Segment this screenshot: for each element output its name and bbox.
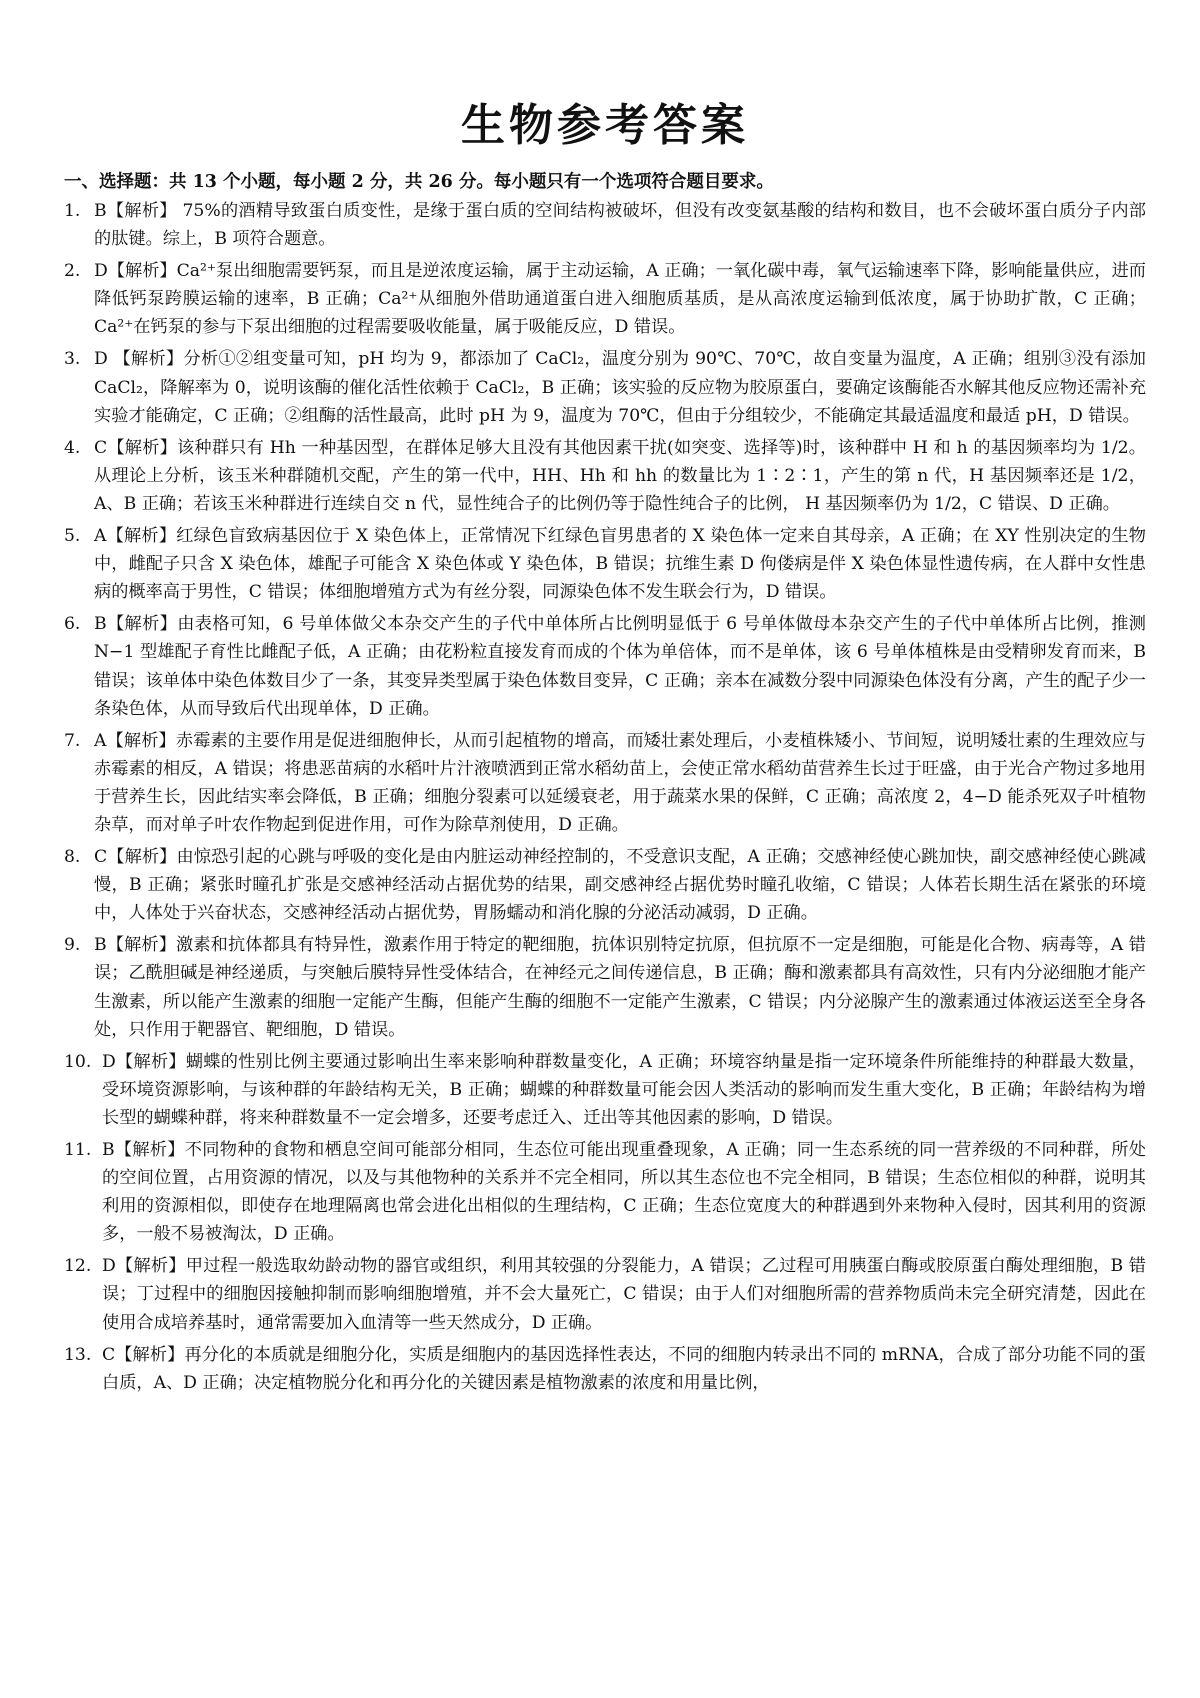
answer-number: 10. bbox=[64, 1051, 92, 1072]
section-heading: 一、选择题：共 13 个小题，每小题 2 分，共 26 分。每小题只有一个选项符合题目要求。 bbox=[64, 172, 774, 192]
answer-choice: B bbox=[102, 1140, 115, 1160]
answer-item bbox=[64, 197, 1146, 253]
answer-explanation: 激素和抗体都具有特异性，激素作用于特定的靶细胞，抗体识别特定抗原，但抗原不一定是细胞，可能是化合物、病毒等，A 错误；乙酰胆碱是神经递质，与突触后膜特异性受体结合，在神经元之间传递信息，B 正确；酶和激素都具有高效性，只有内分泌细胞才能产生激素，所以能产生激素的细胞一定能产生酶，但能产生酶的细胞不一定能产生激素，C 错误；内分泌腺产生的激素通过体液运送至全身各处，只作用于靶器官、靶细胞，D 错误。 bbox=[94, 935, 1146, 1040]
answer-item bbox=[64, 1136, 1146, 1248]
answer-explanation: 由惊恐引起的心跳与呼吸的变化是由内脏运动神经控制的，不受意识支配，A 正确；交感神经使心跳加快，副交感神经使心跳减慢，B 正确；紧张时瞳孔扩张是交感神经活动占据优势的结果，副交感神经占据优势时瞳孔收缩，C 错误；人体若长期生活在紧张的环境中，人体处于兴奋状态，交感神经活动占据优势，胃肠蠕动和消化腺的分泌活动减弱，D 正确。 bbox=[94, 847, 1146, 924]
answer-choice: D bbox=[102, 1051, 116, 1072]
answer-explanation: 甲过程一般选取幼龄动物的器官或组织，利用其较强的分裂能力，A 错误；乙过程可用胰蛋白酶或胶原蛋白酶处理细胞，B 错误；丁过程中的细胞因接触抑制而影响细胞增殖，并不会大量死亡，C 错误；由于人们对细胞所需的营养物质尚未完全研究清楚，因此在使用合成培养基时，通常需要加入血清等一些天然成分，D 正确。 bbox=[102, 1256, 1146, 1333]
answer-item bbox=[64, 843, 1146, 927]
answer-list bbox=[64, 197, 1146, 1397]
answer-number: 13. bbox=[64, 1344, 92, 1365]
answer-item bbox=[64, 522, 1146, 606]
answer-number: 9. bbox=[64, 935, 81, 956]
answer-item bbox=[64, 727, 1146, 839]
answer-choice: C bbox=[94, 437, 108, 458]
answer-choice: B bbox=[94, 201, 107, 221]
answer-choice: A bbox=[94, 730, 107, 751]
answer-number: 6. bbox=[64, 614, 81, 635]
answer-item bbox=[64, 931, 1146, 1043]
answer-explanation: 红绿色盲致病基因位于 X 染色体上，正常情况下红绿色盲男患者的 X 染色体一定来自其母亲，A 正确；在 XY 性别决定的生物中，雌配子只含 X 染色体，雄配子可能含 X 染色体或 Y 染色体，B 错误；抗维生素 D 佝偻病是伴 X 染色体显性遗传病，在人群中女性患病的概率高于男性，C 错误；体细胞增殖方式为有丝分裂，同源染色体不发生联会行为，D 错误。 bbox=[94, 526, 1146, 603]
answer-choice: C bbox=[102, 1344, 116, 1365]
page-title: 生物参考答案 bbox=[461, 100, 749, 151]
answer-item bbox=[64, 345, 1146, 429]
analysis-tag: 【解析】 bbox=[106, 526, 177, 547]
answer-number: 1. bbox=[64, 201, 81, 221]
answer-choice: D bbox=[102, 1256, 116, 1277]
answer-choice: A bbox=[94, 526, 107, 547]
answer-explanation: 75%的酒精导致蛋白质变性，是缘于蛋白质的空间结构被破坏，但没有改变氨基酸的结构和数目，也不会破坏蛋白质分子内部的肽键。综上，B 项符合题意。 bbox=[94, 201, 1146, 250]
answer-number: 8. bbox=[64, 847, 81, 868]
answer-explanation: 蝴蝶的性别比例主要通过影响出生率来影响种群数量变化，A 正确；环境容纳量是指一定环境条件所能维持的种群最大数量，受环境资源影响，与该种群的年龄结构无关，B 正确；蝴蝶的种群数量可能会因人类活动的影响而发生重大变化，B 正确；年龄结构为增长型的蝴蝶种群，将来种群数量不一定会增多，还要考虑迁入、迁出等其他因素的影响，D 错误。 bbox=[102, 1051, 1146, 1128]
analysis-tag: 【解析】 bbox=[107, 847, 177, 868]
answer-item bbox=[64, 610, 1146, 722]
answer-choice: D bbox=[94, 261, 108, 282]
answer-choice: B bbox=[94, 935, 107, 956]
answer-choice: B bbox=[94, 614, 107, 635]
answer-item bbox=[64, 257, 1146, 341]
answer-explanation: 该种群只有 Hh 一种基因型，在群体足够大且没有其他因素干扰(如突变、选择等)时，该种群中 H 和 h 的基因频率均为 1/2。从理论上分析，该玉米种群随机交配，产生的第一代中，HH、Hh 和 hh 的数量比为 1∶2∶1，产生的第 n 代，H 基因频率还是 1/2，A、B 正确；若该玉米种群进行连续自交 n 代，显性纯合子的比例仍等于隐性纯合子的比例， H 基因频率仍为 1/2，C 错误、D 正确。 bbox=[94, 437, 1146, 514]
answer-number: 7. bbox=[64, 730, 81, 751]
analysis-tag: 【解析】 bbox=[107, 261, 177, 282]
analysis-tag: 【解析】 bbox=[106, 935, 177, 956]
analysis-tag: 【解析】 bbox=[106, 614, 178, 635]
answer-explanation: 分析①②组变量可知，pH 均为 9，都添加了 CaCl₂，温度分别为 90℃、70℃，故自变量为温度，A 正确；组别③没有添加 CaCl₂，降解率为 0，说明该酶的催化活性依赖于 CaCl₂，B 正确；该实验的反应物为胶原蛋白，要确定该酶能否水解其他反应物还需补充实验才能确定，C 正确；②组酶的活性最高，此时 pH 为 9，温度为 70℃，但由于分组较少，不能确定其最适温度和最适 pH，D 错误。 bbox=[94, 349, 1146, 426]
answer-explanation: 由表格可知，6 号单体做父本杂交产生的子代中单体所占比例明显低于 6 号单体做母本杂交产生的子代中单体所占比例，推测 N−1 型雄配子育性比雌配子低，A 正确；由花粉粒直接发育而成的个体为单倍体，而不是单体，该 6 号单体植株是由受精卵发育而来，B 错误；该单体中染色体数目少了一条，其变异类型属于染色体数目变异，C 正确；亲本在减数分裂中同源染色体没有分离，产生的配子少一条染色体，从而导致后代出现单体，D 正确。 bbox=[94, 614, 1146, 719]
answer-number: 4. bbox=[64, 437, 81, 458]
analysis-tag: 【解析】 bbox=[115, 1344, 185, 1365]
answer-item bbox=[64, 1048, 1146, 1132]
answer-choice: D bbox=[94, 349, 108, 370]
answer-choice: C bbox=[94, 847, 108, 868]
answer-item bbox=[64, 1341, 1146, 1397]
analysis-tag: 【解析】 bbox=[114, 1140, 185, 1160]
answer-explanation: 不同物种的食物和栖息空间可能部分相同，生态位可能出现重叠现象，A 正确；同一生态系统的同一营养级的不同种群，所处的空间位置，占用资源的情况，以及与其他物种的关系并不完全相同，所以其生态位也不完全相同，B 错误；生态位相似的种群，说明其利用的资源相似，即使存在地理隔离也常会进化出相似的生理结构，C 正确；生态位宽度大的种群遇到外来物种入侵时，因其利用的资源多，一般不易被淘汰，D 正确。 bbox=[102, 1140, 1146, 1245]
answer-explanation: 再分化的本质就是细胞分化，实质是细胞内的基因选择性表达，不同的细胞内转录出不同的 mRNA，合成了部分功能不同的蛋白质，A、D 正确；决定植物脱分化和再分化的关键因素是植物激素的浓度和用量比例， bbox=[102, 1344, 1146, 1393]
answer-explanation: Ca²⁺泵出细胞需要钙泵，而且是逆浓度运输，属于主动运输，A 正确；一氧化碳中毒，氧气运输速率下降，影响能量供应，进而降低钙泵跨膜运输的速率，B 正确；Ca²⁺从细胞外借助通道蛋白进入细胞质基质，是从高浓度运输到低浓度，属于协助扩散，C 正确；Ca²⁺在钙泵的参与下泵出细胞的过程需要吸收能量，属于吸能反应，D 错误。 bbox=[94, 261, 1146, 338]
answer-item bbox=[64, 1252, 1146, 1336]
analysis-tag: 【解析】 bbox=[115, 1051, 186, 1072]
answer-number: 11. bbox=[64, 1140, 92, 1160]
answer-number: 5. bbox=[64, 526, 81, 547]
answer-number: 3. bbox=[64, 349, 81, 370]
analysis-tag: 【解析】 bbox=[107, 349, 184, 370]
answer-number: 12. bbox=[64, 1256, 92, 1277]
analysis-tag: 【解析】 bbox=[107, 437, 178, 458]
answer-explanation: 赤霉素的主要作用是促进细胞伸长，从而引起植物的增高，而矮壮素处理后，小麦植株矮小、节间短，说明矮壮素的生理效应与赤霉素的相反，A 错误；将患恶苗病的水稻叶片汁液喷洒到正常水稻幼苗上，会使正常水稻幼苗营养生长过于旺盛，由于光合产物过多地用于营养生长，因此结实率会降低，B 正确；细胞分裂素可以延缓衰老，用于蔬菜水果的保鲜，C 正确；高浓度 2，4−D 能杀死双子叶植物杂草，而对单子叶农作物起到促进作用，可作为除草剂使用，D 正确。 bbox=[94, 730, 1146, 835]
analysis-tag: 【解析】 bbox=[106, 201, 177, 221]
analysis-tag: 【解析】 bbox=[115, 1256, 186, 1277]
answer-number: 2. bbox=[64, 261, 81, 282]
analysis-tag: 【解析】 bbox=[106, 730, 176, 751]
answer-item bbox=[64, 434, 1146, 518]
